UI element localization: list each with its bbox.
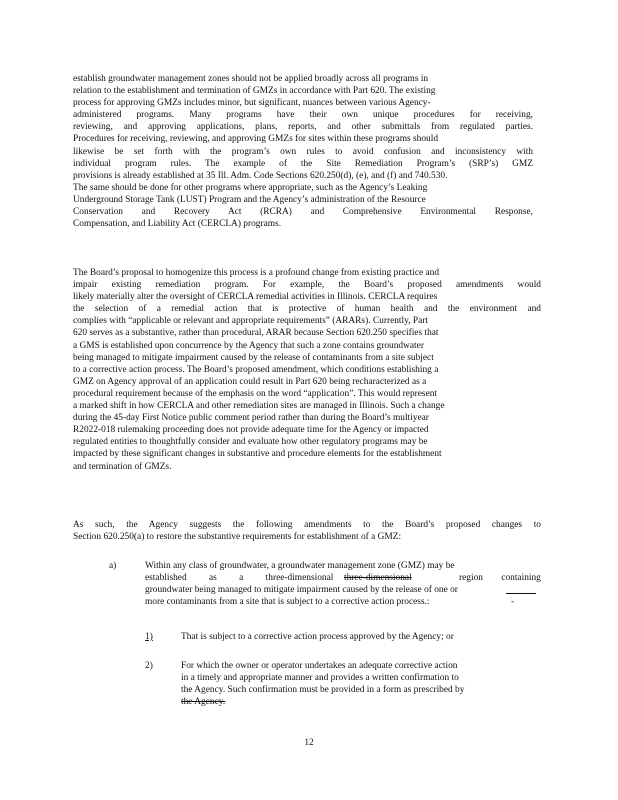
paragraph-line: during the 45-day First Notice public comment period rather than during the Board’s multiyear (73, 413, 429, 424)
paragraph-line: The Board’s proposal to homogenize this process is a profound change from existing practice and (73, 268, 440, 278)
item-a-line-2-post: region containing (459, 573, 541, 584)
paragraph-line: the selection of a remedial action that is protective of human health and the environment and (73, 304, 541, 315)
paragraph-line: 620 serves as a substantive, rather than procedural, ARAR because Section 620.250 specifies that (73, 328, 439, 339)
paragraph-line: establish groundwater management zones should not be applied broadly across all programs in (73, 74, 429, 84)
item-a-text (145, 560, 541, 608)
paragraph-line: relation to the establishment and termination of GMZs in accordance with Part 620. The existing (73, 86, 436, 97)
item-a-line-3 (145, 584, 535, 596)
item-2-line-3: the Agency. Such confirmation must be provided in a form as prescribed by (181, 685, 465, 696)
paragraph-line: process for approving GMZs includes minor, but significant, nuances between various Agency- (73, 98, 431, 109)
paragraph-line: to a corrective action process. The Board’s proposed amendment, which conditions establishing a (73, 364, 439, 375)
item-a-line-3-text: groundwater being managed to mitigate impairment caused by the release of one or (145, 585, 458, 596)
paragraph-line: likewise be set forth with the program’s own rules to avoid confusion and inconsistency with (73, 146, 533, 157)
item-a-line-2-pre: established as a three-dimensional (145, 573, 334, 584)
item-a-label: a) (109, 561, 117, 571)
paragraph-line: and termination of GMZs. (73, 461, 172, 472)
paragraph-line: reviewing, and approving applications, plans, reports, and other submittals from regulated parties. (73, 122, 533, 133)
paragraph-line: The same should be done for other programs where appropriate, such as the Agency’s Leaking (73, 182, 428, 193)
paragraph-line: regulated entities to thoughtfully consider and evaluate how other regulatory programs may be (73, 437, 428, 448)
paragraph-line: Underground Storage Tank (LUST) Program and the Agency’s administration of the Resource (73, 194, 426, 205)
item-a-line-1: Within any class of groundwater, a groundwater management zone (GMZ) may be (145, 561, 455, 571)
paragraph-gmz-programs (73, 73, 533, 230)
item-a-line-4-text: more contaminants from a site that is subject to a corrective action process.: (145, 597, 430, 608)
paragraph-line: being managed to mitigate impairment caused by the release of contaminants from a site subject (73, 352, 434, 363)
paragraph-line: provisions is already established at 35 Ill. Adm. Code Sections 620.250(d), (e), and (f) and 740.530. (73, 170, 448, 181)
paragraph-line: procedural requirement because of the emphasis on the word “application”. This would represent (73, 388, 438, 399)
item-1-text: That is subject to a corrective action process approved by the Agency; or (181, 632, 454, 642)
paragraph-line: Conservation and Recovery Act (RCRA) and Comprehensive Environmental Response, (73, 207, 533, 218)
paragraph-line: GMZ on Agency approval of an application could result in Part 620 being recharacterized as a (73, 376, 427, 387)
paragraph-line: a GMS is established upon concurrence by the Agency that such a zone contains groundwater (73, 340, 424, 351)
item-2-text (181, 660, 481, 708)
item-a-line-4 (145, 596, 535, 608)
paragraph-board-proposal (73, 267, 541, 473)
paragraph-line: administered programs. Many programs have their own unique procedures for receiving, (73, 110, 533, 121)
paragraph-line: impacted by these significant changes in substantive and procedure elements for the establishment (73, 449, 442, 460)
trailing-dash: - (511, 597, 515, 608)
paragraph-line: impair existing remediation program. For example, the Board’s proposed amendments would (73, 280, 541, 291)
paragraph-line: Procedures for receiving, reviewing, and approving GMZs for sites within these programs should (73, 134, 439, 145)
paragraph-line: R2022-018 rulemaking proceeding does not provide adequate time for the Agency or impacted (73, 425, 429, 436)
item-2-line-2: in a timely and appropriate manner and provides a written confirmation to (181, 673, 459, 684)
paragraph-line: Compensation, and Liability Act (CERCLA) programs. (73, 219, 282, 230)
paragraph-line: As such, the Agency suggests the following amendments to the Board’s proposed changes to (73, 520, 541, 530)
underline-gap (506, 585, 536, 594)
paragraph-line: a marked shift in how CERCLA and other remediation sites are managed in Illinois. Such a change (73, 401, 445, 412)
paragraph-line: likely materially alter the oversight of CERCLA remedial activities in Illinois. CERCLA requires (73, 292, 438, 303)
paragraph-line: Section 620.250(a) to restore the substantive requirements for establishment of a GMZ: (73, 532, 402, 543)
item-1-label: 1) (145, 632, 153, 642)
item-a-line-2 (145, 572, 541, 584)
paragraph-agency-suggests (73, 519, 541, 543)
page-number: 12 (304, 738, 314, 748)
paragraph-line: complies with “applicable or relevant and appropriate requirements” (ARARs). Currently, Part (73, 316, 429, 327)
item-2-label: 2) (145, 661, 153, 671)
item-2-line-1: For which the owner or operator undertakes an adequate corrective action (181, 661, 458, 671)
paragraph-line: individual program rules. The example of the Site Remediation Program’s (SRP’s) GMZ (73, 158, 533, 169)
item-2-deleted-text: the Agency. (181, 697, 226, 708)
item-a-deleted-text: three-dimensional (344, 573, 412, 584)
